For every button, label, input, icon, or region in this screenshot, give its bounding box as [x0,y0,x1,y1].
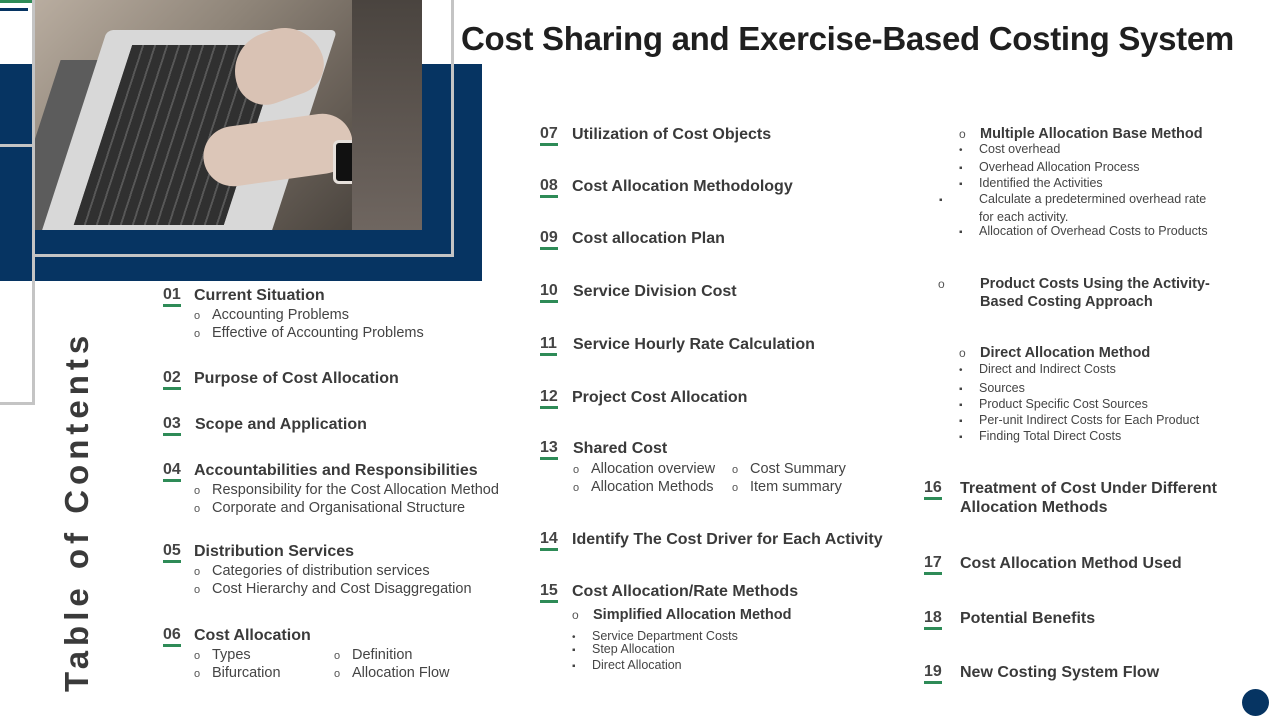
sub-item: o Types [194,646,251,665]
item-title: New Costing System Flow [960,664,1160,681]
bullet-item: ▪ Allocation of Overhead Costs to Products [959,223,1208,241]
sub-item: o Bifurcation [194,664,281,683]
item-number: 17 [924,554,942,575]
item-title: Distribution Services [194,543,355,560]
gray-frame-bottom-line [0,402,35,405]
item-title: Service Division Cost [573,283,737,300]
bullet-item: • Cost overhead [959,141,1060,159]
sub-item: o Definition [334,646,412,665]
sub-item: o Effective of Accounting Problems [194,324,424,343]
bullet-item: ▪ Calculate a predetermined overhead rate for each activity. [959,191,1221,225]
bullet-item: ▪ Per-unit Indirect Costs for Each Product [959,412,1199,430]
item-number: 12 [540,388,558,409]
accent-navy-line [0,8,28,11]
item-title: Cost Allocation [194,627,311,644]
bullet-item: ▪ Product Specific Cost Sources [959,396,1148,414]
item-title: Cost Allocation/Rate Methods [572,583,799,600]
gray-frame-mid-line [0,144,33,147]
gray-frame-left-line [32,0,35,405]
item-title: Service Hourly Rate Calculation [573,336,815,353]
item-title: Current Situation [194,287,325,304]
item-title: Shared Cost [573,440,668,457]
sub-method-title: o Direct Allocation Method [959,344,1150,362]
bullet-item: ▪ Identified the Activities [959,175,1103,193]
sub-item: o Categories of distribution services [194,562,430,581]
sub-item: o Cost Hierarchy and Cost Disaggregation [194,580,472,599]
item-title: Cost Allocation Method Used [960,555,1182,572]
item-title: Identify The Cost Driver for Each Activity [572,531,883,548]
bullet-item: • Direct and Indirect Costs [959,361,1116,379]
item-number: 16 [924,479,942,500]
item-number: 10 [540,282,558,303]
item-title: Treatment of Cost Under Different Allocation Methods [960,480,1217,516]
bullet-item: ▪ Sources [959,380,1025,398]
item-number: 15 [540,582,558,603]
sub-method-title: o Product Costs Using the Activity-Based Costing Approach [959,275,1229,311]
item-number: 02 [163,369,181,390]
item-title: Purpose of Cost Allocation [194,370,399,387]
item-number: 01 [163,286,181,307]
sub-item: o Item summary [732,478,842,497]
sub-item: o Responsibility for the Cost Allocation Method [194,481,499,500]
sub-item: o Cost Summary [732,460,846,479]
bullet-item: • Service Department Costs [572,628,738,646]
navigation-dot-button[interactable] [1242,689,1269,716]
item-number: 09 [540,229,558,250]
sub-item: o Allocation overview [573,460,715,479]
sub-item: o Allocation Methods [573,478,714,497]
item-number: 13 [540,439,558,460]
item-title: Cost Allocation Methodology [572,178,793,195]
item-number: 07 [540,125,558,146]
sub-item: o Accounting Problems [194,306,349,325]
sub-method-title: o Simplified Allocation Method [572,606,791,624]
item-title: Project Cost Allocation [572,389,748,406]
accent-green-line [0,0,32,3]
sub-item: o Allocation Flow [334,664,450,683]
item-title: Cost allocation Plan [572,230,725,247]
item-number: 19 [924,663,942,684]
item-number: 06 [163,626,181,647]
bullet-item: ▪ Finding Total Direct Costs [959,428,1121,446]
item-number: 03 [163,415,181,436]
item-number: 04 [163,461,181,482]
bullet-item: ▪ Overhead Allocation Process [959,159,1140,177]
gray-frame-outline [33,0,454,257]
item-number: 08 [540,177,558,198]
item-title: Accountabilities and Responsibilities [194,462,478,479]
sub-method-title: o Multiple Allocation Base Method [959,125,1203,143]
item-title: Scope and Application [195,416,367,433]
table-of-contents-label: Table of Contents [58,330,95,692]
item-number: 18 [924,609,942,630]
item-title: Potential Benefits [960,610,1096,627]
slide-title: Cost Sharing and Exercise-Based Costing System [461,20,1234,57]
item-title: Utilization of Cost Objects [572,126,772,143]
bullet-item: ▪ Direct Allocation [572,657,682,675]
bullet-item: ▪ Step Allocation [572,641,675,659]
sub-item: o Corporate and Organisational Structure [194,499,465,518]
item-number: 11 [540,335,557,356]
item-number: 05 [163,542,181,563]
item-number: 14 [540,530,558,551]
